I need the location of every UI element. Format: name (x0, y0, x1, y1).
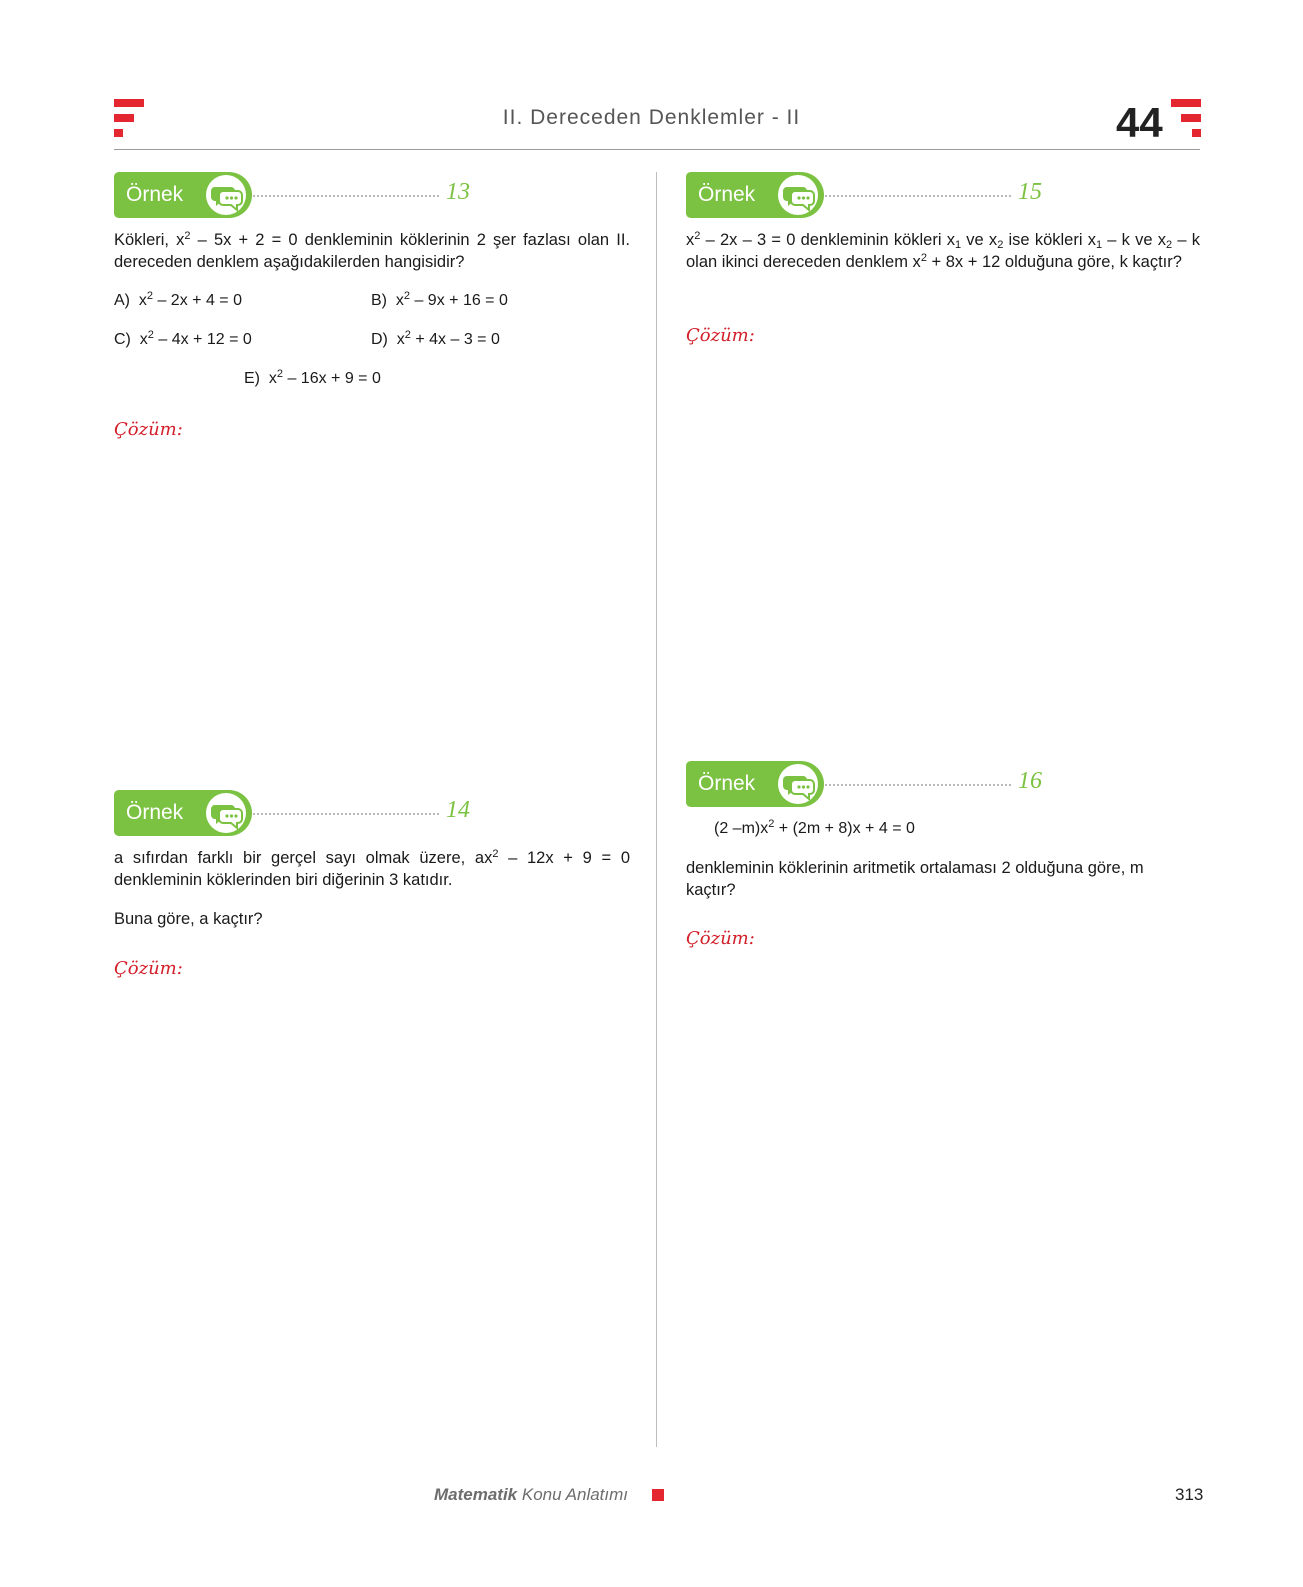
option-e (244, 369, 381, 389)
option-text: x (395, 292, 404, 309)
exponent: 2 (403, 290, 411, 302)
option-a (114, 291, 242, 311)
option-text: – 9x + 16 = 0 (410, 292, 508, 309)
example-number: 15 (1018, 179, 1042, 205)
exponent: 2 (404, 329, 411, 341)
question-text (114, 229, 630, 273)
option-text: – 4x + 12 = 0 (153, 331, 252, 348)
option-c (114, 330, 252, 350)
question-text-part: Kökleri, x (114, 231, 185, 249)
option-letter: C) (114, 331, 131, 348)
badge-label: Örnek (698, 183, 756, 206)
option-text: x (396, 331, 405, 348)
chapter-title: II. Dereceden Denklemler - II (502, 106, 801, 129)
equation-part: (2 –m)x (714, 820, 769, 837)
solution-label: Çözüm: (114, 958, 183, 979)
option-text: + 4x – 3 = 0 (410, 331, 500, 348)
example-number: 16 (1018, 768, 1042, 794)
example-badge (114, 172, 252, 218)
question-text-part: ise kökleri x (1003, 231, 1096, 249)
question-prompt: Buna göre, a kaçtır? (114, 910, 263, 928)
exponent: 2 (694, 230, 701, 242)
chat-bubbles-icon (778, 764, 818, 804)
solution-label: Çözüm: (686, 928, 755, 949)
question-text-part: + 8x + 12 olduğuna göre, k kaçtır? (926, 253, 1182, 271)
option-d (371, 330, 500, 350)
example-badge (114, 790, 252, 836)
number-leader (825, 784, 1011, 786)
question-text-part: – 2x – 3 = 0 denkleminin kökleri x (700, 231, 955, 249)
exponent: 2 (920, 252, 927, 264)
question-text-part: – k olan ikinci dereceden denklem x (686, 231, 1200, 271)
question-text: denkleminin köklerinin aritmetik ortalaması 2 olduğuna göre, m kaçtır? (686, 859, 1144, 899)
example-badge (686, 172, 824, 218)
header-divider (114, 149, 1200, 150)
exponent: 2 (276, 368, 284, 380)
subscript: 1 (1095, 239, 1103, 251)
equation-part: + (2m + 8)x + 4 = 0 (774, 820, 915, 837)
question-text-part: – 12x + 9 = 0 denkleminin köklerinden biri diğerinin 3 katıdır. (114, 849, 630, 889)
question-text-part: – 5x + 2 = 0 denkleminin köklerinin 2 şer fazlası olan II. dereceden denklem aşağıdakilerden hangisidir? (114, 231, 630, 271)
footer-brand-rest: Konu Anlatımı (517, 1485, 629, 1504)
exponent: 2 (147, 329, 154, 341)
example-number: 14 (446, 797, 470, 823)
badge-label: Örnek (126, 183, 184, 206)
exponent: 2 (768, 818, 775, 830)
option-letter: D) (371, 331, 388, 348)
option-letter: B) (371, 292, 387, 309)
example-number: 13 (446, 179, 470, 205)
example-badge (686, 761, 824, 807)
chat-bubbles-icon (778, 175, 818, 215)
solution-label: Çözüm: (686, 325, 755, 346)
footer-square-icon (652, 1489, 664, 1501)
footer-brand (434, 1485, 628, 1505)
option-text: x (268, 370, 277, 387)
exponent: 2 (184, 230, 191, 242)
equation (714, 819, 915, 839)
number-leader (253, 813, 439, 815)
footer-brand-bold: Matematik (434, 1485, 518, 1504)
badge-label: Örnek (698, 772, 756, 795)
question-text (114, 847, 630, 891)
solution-label: Çözüm: (114, 419, 183, 440)
option-text: x (139, 331, 148, 348)
question-text-part: ve x (961, 231, 998, 249)
exponent: 2 (492, 848, 499, 860)
question-text-part: x (686, 231, 695, 249)
number-leader (825, 195, 1011, 197)
question-text-part: – k ve x (1102, 231, 1166, 249)
subscript: 2 (997, 239, 1004, 251)
subscript: 1 (954, 239, 962, 251)
badge-label: Örnek (126, 801, 184, 824)
column-divider (656, 172, 657, 1447)
option-b (371, 291, 508, 311)
option-letter: A) (114, 292, 130, 309)
option-text: x (138, 292, 147, 309)
option-text: – 2x + 4 = 0 (153, 292, 242, 309)
subscript: 2 (1166, 239, 1173, 251)
exponent: 2 (146, 290, 154, 302)
number-leader (253, 195, 439, 197)
question-text-part: a sıfırdan farklı bir gerçel sayı olmak üzere, ax (114, 849, 493, 867)
option-letter: E) (244, 370, 260, 387)
chat-bubbles-icon (206, 793, 246, 833)
chapter-number: 44 (1116, 99, 1163, 146)
question-text (686, 229, 1200, 273)
chat-bubbles-icon (206, 175, 246, 215)
option-text: – 16x + 9 = 0 (283, 370, 381, 387)
page-number: 313 (1175, 1485, 1204, 1504)
